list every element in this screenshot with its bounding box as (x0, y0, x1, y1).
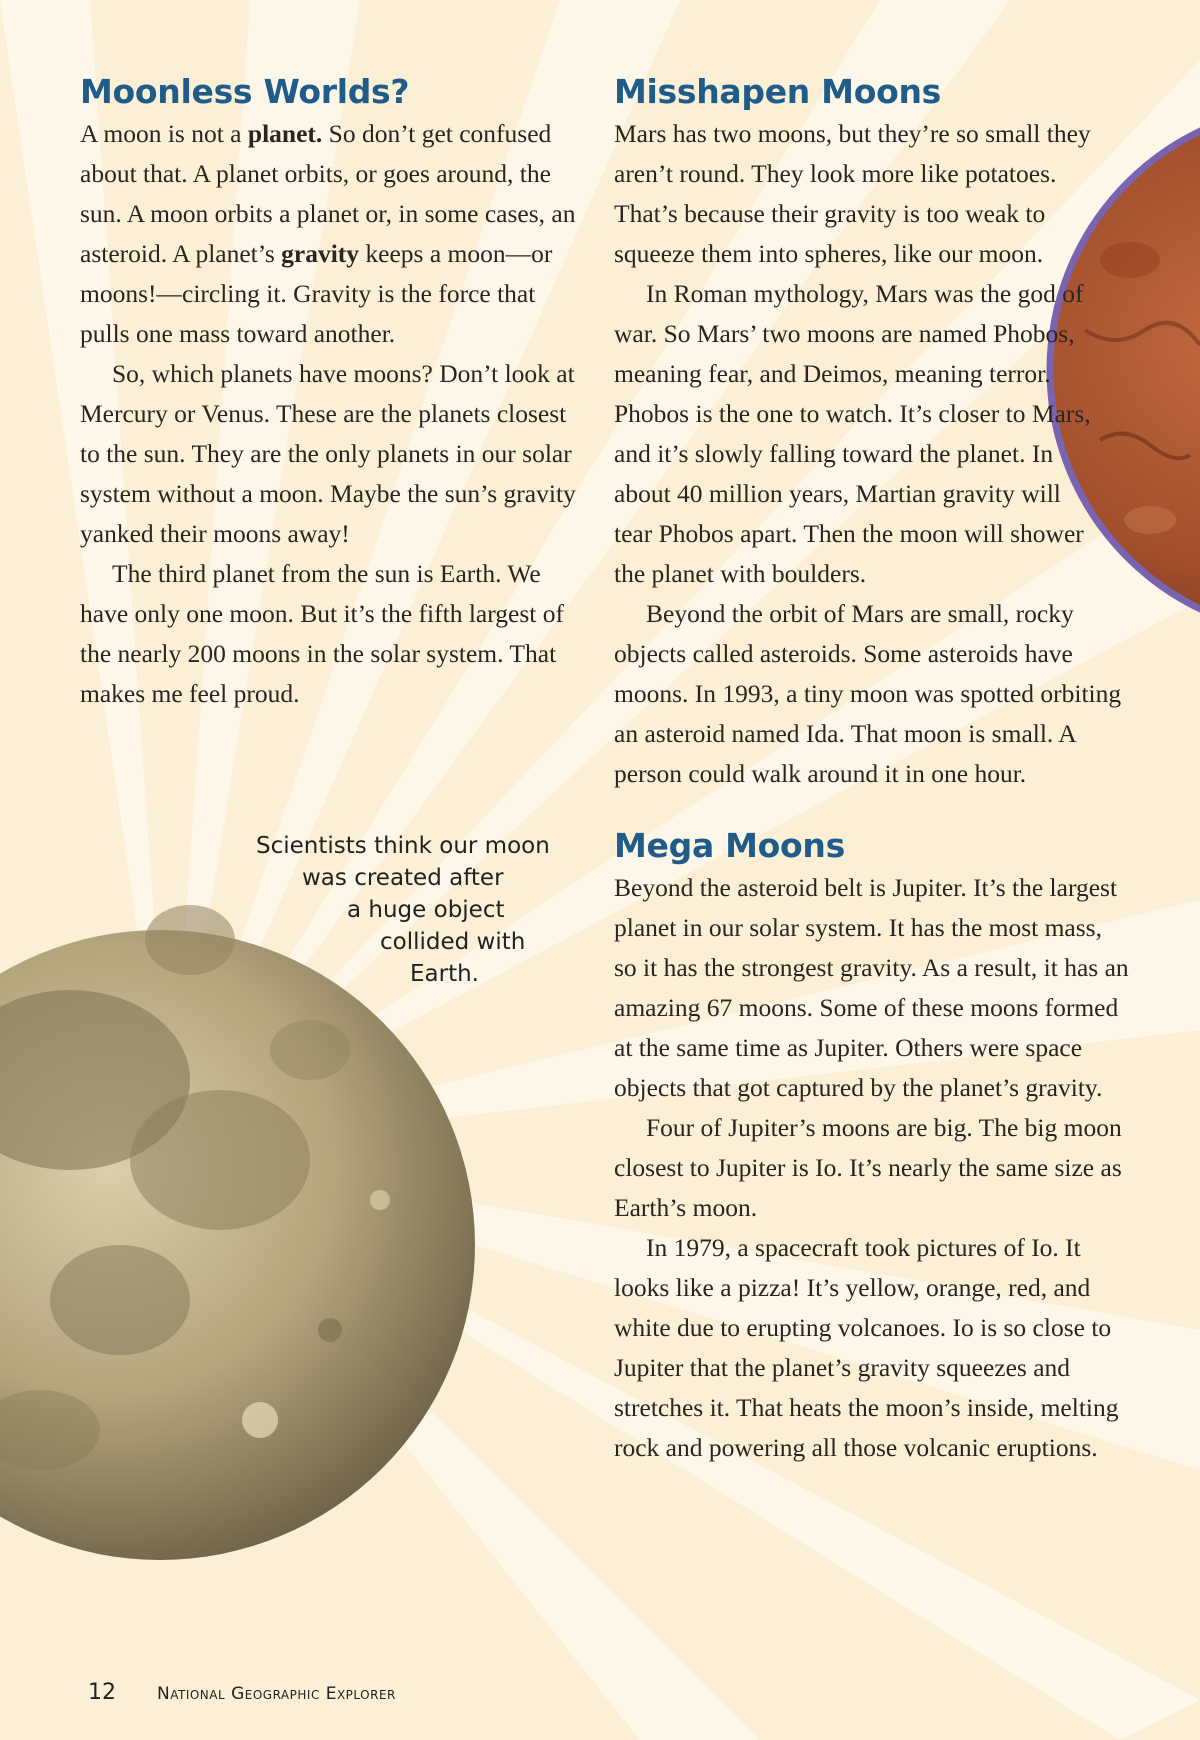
heading-moonless-worlds: Moonless Worlds? (80, 72, 410, 111)
publication-name: National Geographic Explorer (157, 1684, 396, 1704)
moon-image-caption: Scientists think our moon was created after a huge object collided with Earth. (256, 833, 550, 987)
page-footer (88, 1680, 396, 1705)
page-number: 12 (88, 1680, 116, 1705)
heading-misshapen-moons: Misshapen Moons (614, 72, 941, 111)
keyword-gravity: gravity (281, 239, 360, 268)
paragraph-moon-vs-planet: A moon is not a planet. So don’t get confused about that. A planet orbits, or goes around, the sun. A moon orbits a planet or, in some cases, an asteroid. A planet’s gravity keeps a moon—or moons!—circling it. Gravity is the force that pulls one mass toward another. (80, 119, 576, 348)
paragraph-io: Four of Jupiter’s moons are big. The big moon closest to Jupiter is Io. It’s nearly the same size as Earth’s moon. (614, 1113, 1122, 1222)
right-column (614, 0, 1134, 1468)
paragraph-phobos-deimos: In Roman mythology, Mars was the god of war. So Mars’ two moons are named Phobos, meaning fear, and Deimos, meaning terror. Phobos is the one to watch. It’s closer to Mars, and it’s slowly falling toward the planet. In about 40 million years, Martian gravity will tear Phobos apart. Then the moon will shower the planet with boulders. (614, 279, 1091, 588)
keyword-planet: planet. (247, 119, 323, 148)
paragraph-mars-moons: Mars has two moons, but they’re so small they aren’t round. They look more like potatoes. That’s because their gravity is too weak to squeeze them into spheres, like our moon. (614, 119, 1091, 268)
paragraph-io-volcanoes: In 1979, a spacecraft took pictures of Io. It looks like a pizza! It’s yellow, orange, red, and white due to erupting volcanoes. Io is so close to Jupiter that the planet’s gravity squeezes and stretches it. That heats the moon’s inside, melting rock and powering all those volcanic eruptions. (614, 1233, 1119, 1462)
left-column (80, 0, 585, 714)
paragraph-asteroid-moons: Beyond the orbit of Mars are small, rocky objects called asteroids. Some asteroids have moons. In 1993, a tiny moon was spotted orbiting an asteroid named Ida. That moon is small. A person could walk around it in one hour. (614, 599, 1122, 788)
paragraph-planets-with-moons: So, which planets have moons? Don’t look at Mercury or Venus. These are the planets closest to the sun. They are the only planets in our solar system without a moon. Maybe the sun’s gravity yanked their moons away! (80, 359, 576, 548)
paragraph-jupiter: Beyond the asteroid belt is Jupiter. It’s the largest planet in our solar system. It has the most mass, so it has the strongest gravity. As a result, it has an amazing 67 moons. Some of these moons formed at the same time as Jupiter. Others were space objects that got captured by the planet’s gravity. (614, 873, 1129, 1102)
heading-mega-moons: Mega Moons (614, 826, 845, 865)
paragraph-earth-moon: The third planet from the sun is Earth. We have only one moon. But it’s the fifth largest of the nearly 200 moons in the solar system. That makes me feel proud. (80, 559, 564, 708)
